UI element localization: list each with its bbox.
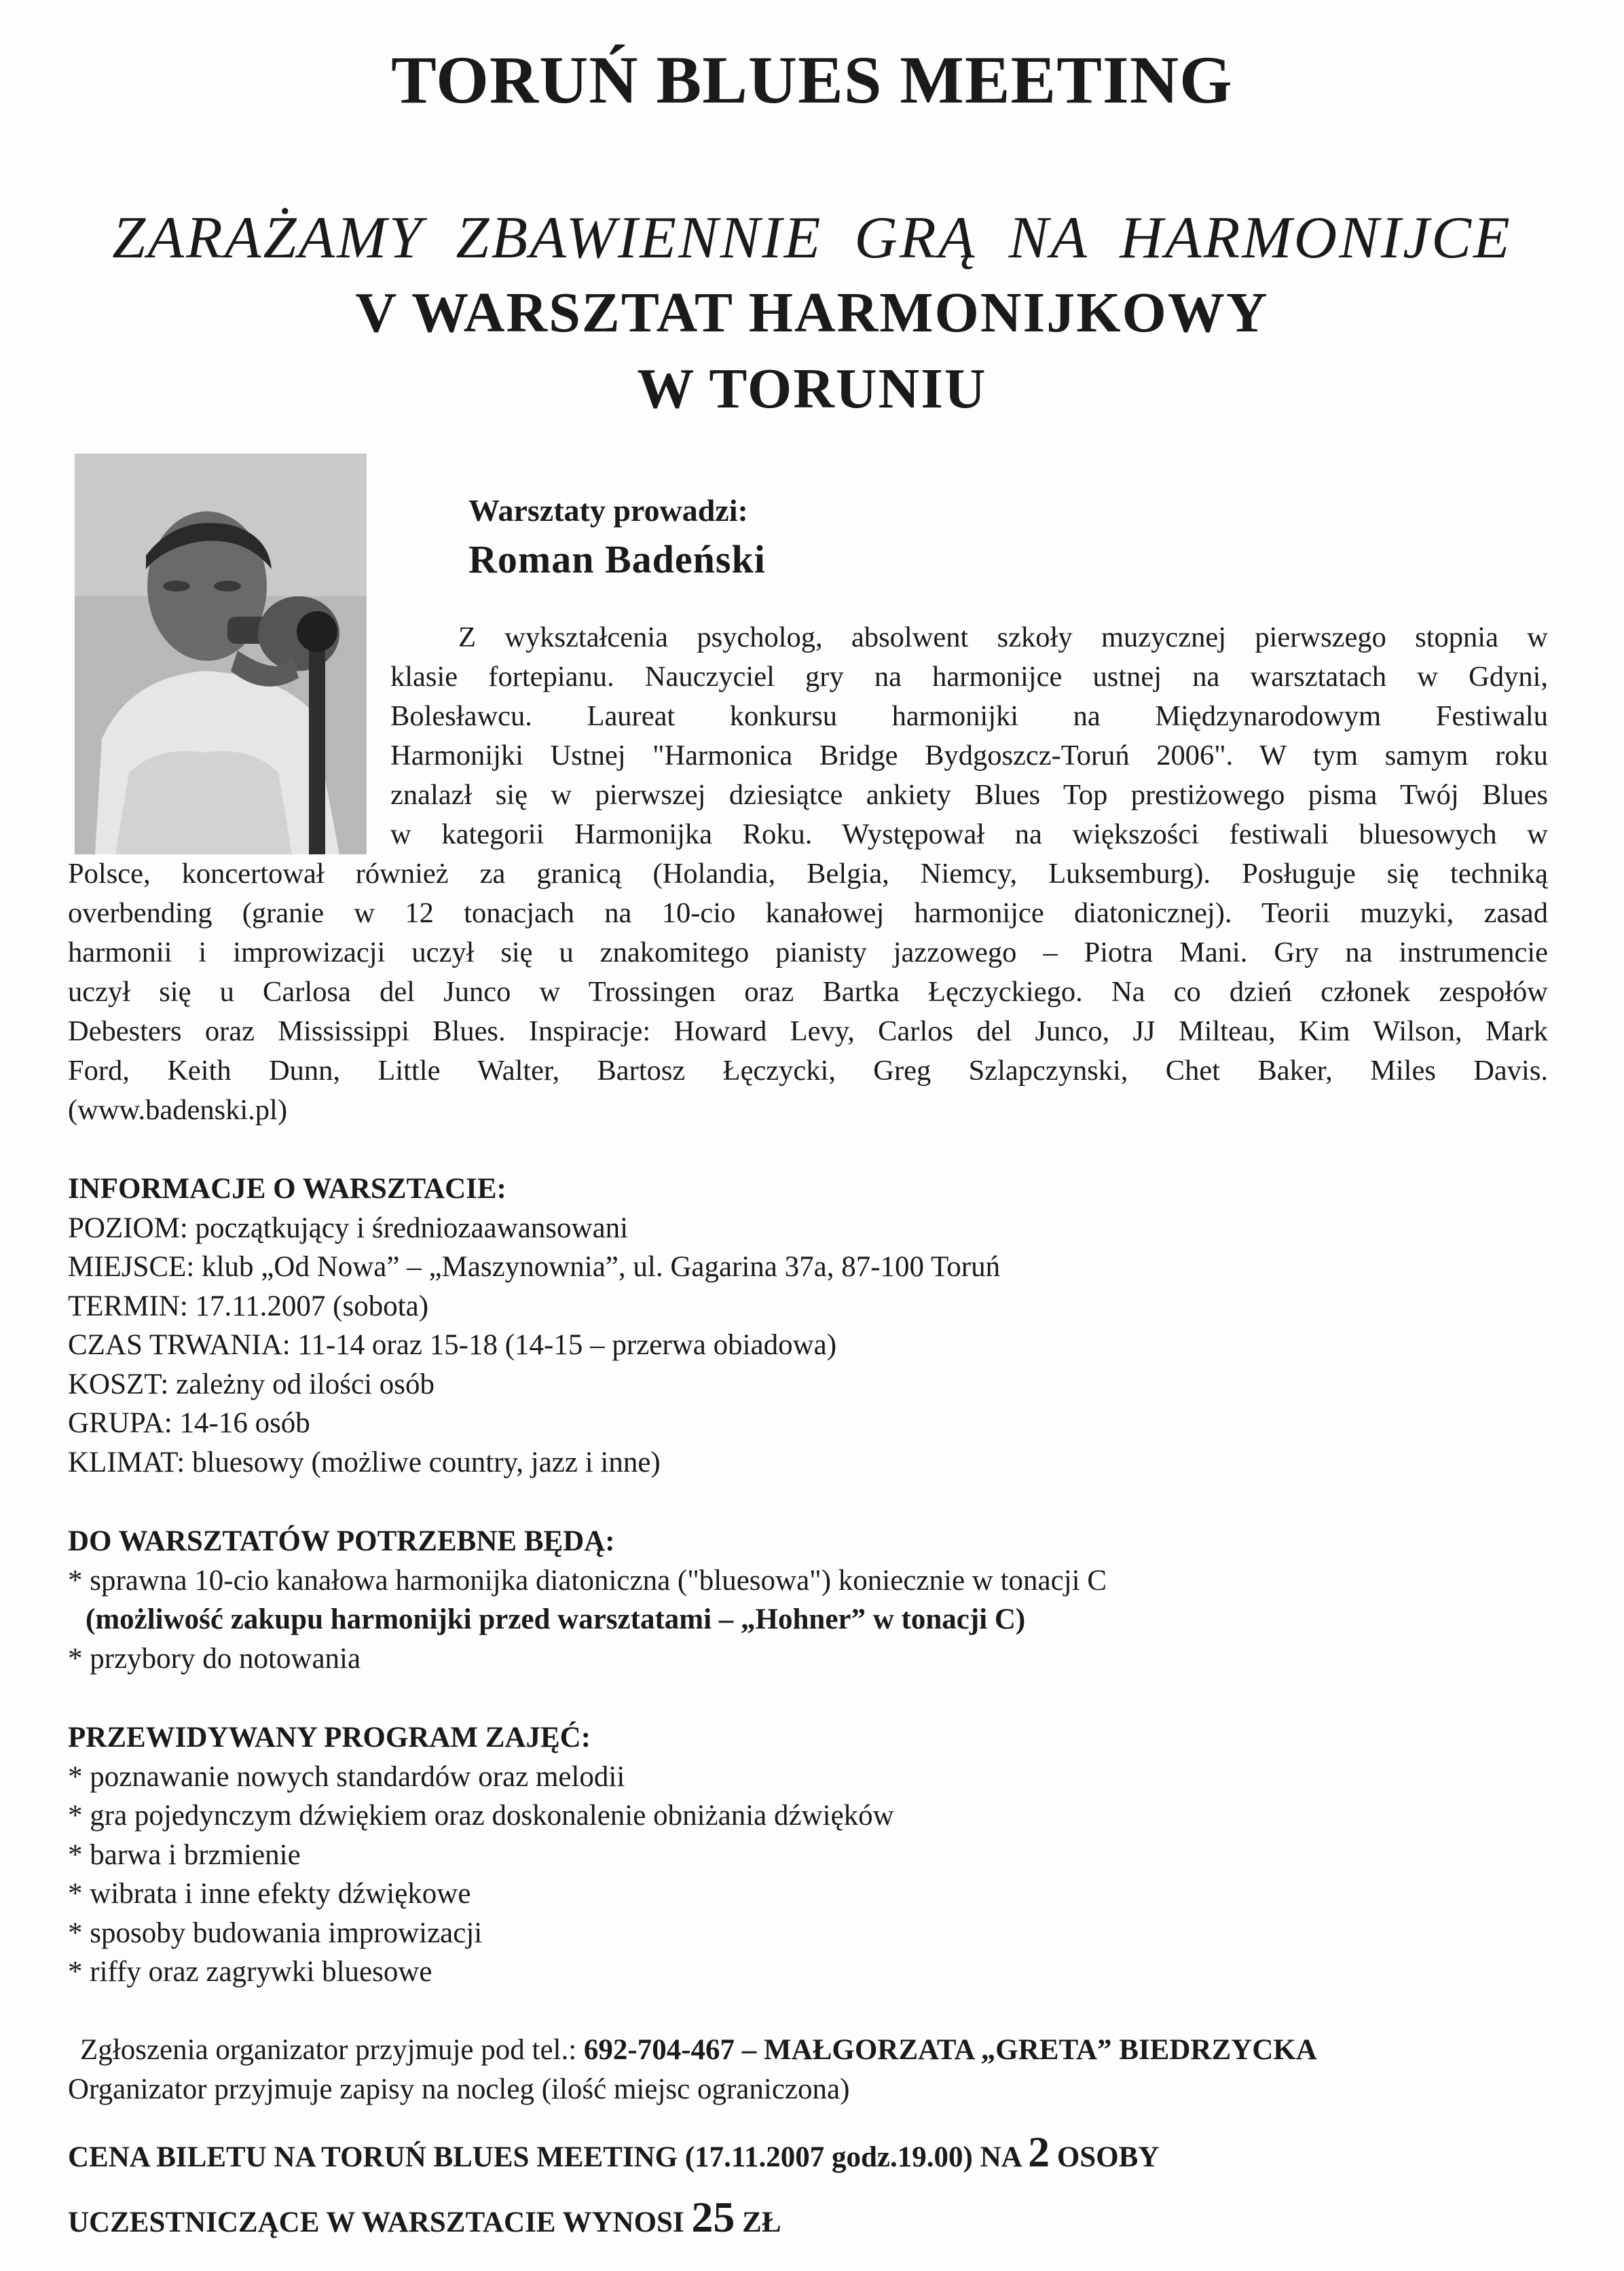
program-item: * sposoby budowania improwizacji [68,1916,483,1949]
bio-line: w kategorii Harmonijka Roku. Występował na większości festiwali bluesowych w [390,818,1548,850]
bio-line: Z wykształcenia psycholog, absolwent szkoły muzycznej pierwszego stopnia w [458,621,1548,653]
contact [68,2031,1575,2109]
info-style: KLIMAT: bluesowy (możliwe country, jazz i inne) [68,1446,661,1478]
info-level: POZIOM: początkujący i średniozaawansowani [68,1212,629,1244]
info-date: TERMIN: 17.11.2007 (sobota) [68,1290,429,1322]
program [68,1718,1562,1992]
price-persons: 2 [1028,2128,1050,2176]
workshop-location: W TORUNIU [637,357,987,420]
bio-line: uczył się u Carlosa del Junco w Trossingen oraz Bartka Łęczyckiego. Na co dzień członek zespołów [68,976,1548,1008]
bio-line: Harmonijki Ustnej "Harmonica Bridge Bydgoszcz-Toruń 2006". W tym samym roku [390,740,1548,771]
bio-line: klasie fortepianu. Nauczyciel gry na harmonijce ustnej na warsztatach w Gdyni, [390,661,1548,693]
workshop-info [68,1169,1562,1482]
requirement-purchase-note: (możliwość zakupu harmonijki przed warsztatami – „Hohner” w tonacji C) [86,1603,1026,1635]
program-item: * barwa i brzmienie [68,1838,301,1871]
instructor-bio [68,618,1548,1130]
price-text: UCZESTNICZĄCE W WARSZTACIE WYNOSI [68,2206,692,2238]
bio-line: Debesters oraz Mississippi Blues. Inspiracje: Howard Levy, Carlos del Junco, JJ Milteau, Kim Wilson, Mark [68,1015,1548,1047]
program-heading: PRZEWIDYWANY PROGRAM ZAJĘĆ: [68,1722,591,1754]
contact-phone: 692-704-467 – MAŁGORZATA „GRETA” BIEDRZYCKA [583,2034,1317,2066]
contact-phone-line [68,2031,1575,2070]
info-venue: MIEJSCE: klub „Od Nowa” – „Maszynownia”, ul. Gagarina 37a, 87-100 Toruń [68,1251,1001,1283]
info-cost: KOSZT: zależny od ilości osób [68,1368,435,1400]
info-group: GRUPA: 14-16 osób [68,1407,310,1439]
price-line-1 [68,2122,1575,2187]
program-item: * gra pojedynczym dźwiękiem oraz doskonalenie obniżania dźwięków [68,1800,894,1832]
requirements-heading: DO WARSZTATÓW POTRZEBNE BĘDĄ: [68,1525,615,1557]
price-amount: 25 [691,2193,735,2241]
price-line-2 [68,2187,1575,2253]
bio-line: Ford, Keith Dunn, Little Walter, Bartosz Łęczycki, Greg Szlapczynski, Chet Baker, Miles Davis. [68,1055,1548,1087]
price-currency: ZŁ [735,2206,781,2238]
instructor-label: Warsztaty prowadzi: [468,493,748,528]
program-item: * riffy oraz zagrywki bluesowe [68,1956,432,1988]
tagline: ZARAŻAMY ZBAWIENNIE GRĄ NA HARMONIJCE [112,205,1512,271]
bio-line: Polsce, koncertował również za granicą (Holandia, Belgia, Niemcy, Luksemburg). Posługuje się techniką [68,858,1548,890]
requirements [68,1522,1562,1678]
event-title: TORUŃ BLUES MEETING [391,42,1233,117]
bio-line: overbending (granie w 12 tonacjach na 10-cio kanałowej harmonijce diatonicznej). Teorii muzyki, zasad [68,897,1548,929]
bio-website: (www.badenski.pl) [68,1094,288,1126]
program-item: * poznawanie nowych standardów oraz melodii [68,1760,625,1793]
info-duration: CZAS TRWANIA: 11-14 oraz 15-18 (14-15 – przerwa obiadowa) [68,1329,837,1361]
bio-line: znalazł się w pierwszej dziesiątce ankiety Blues Top prestiżowego pisma Twój Blues [390,779,1548,811]
requirement-notes: * przybory do notowania [68,1642,361,1675]
info-heading: INFORMACJE O WARSZTACIE: [68,1173,506,1205]
price-text: CENA BILETU NA TORUŃ BLUES MEETING (17.11.2007 godz.19.00) NA [68,2141,1029,2173]
price-text: OSOBY [1050,2141,1160,2173]
requirement-harmonica: * sprawna 10-cio kanałowa harmonijka diatoniczna ("bluesowa") koniecznie w tonacji C [68,1564,1107,1597]
program-item: * wibrata i inne efekty dźwiękowe [68,1878,471,1910]
bio-line: harmonii i improwizacji uczył się u znakomitego pianisty jazzowego – Piotra Mani. Gry na instrumencie [68,937,1548,968]
contact-prefix: Zgłoszenia organizator przyjmuje pod tel.: [80,2034,584,2066]
instructor-name: Roman Badeński [468,537,766,581]
bio-line: Bolesławcu. Laureat konkursu harmonijki na Międzynarodowym Festiwalu [390,700,1548,732]
workshop-title: V WARSZTAT HARMONIJKOWY [355,281,1269,344]
ticket-price [68,2122,1575,2253]
contact-lodging: Organizator przyjmuje zapisy na nocleg (ilość miejsc ograniczona) [68,2073,850,2105]
